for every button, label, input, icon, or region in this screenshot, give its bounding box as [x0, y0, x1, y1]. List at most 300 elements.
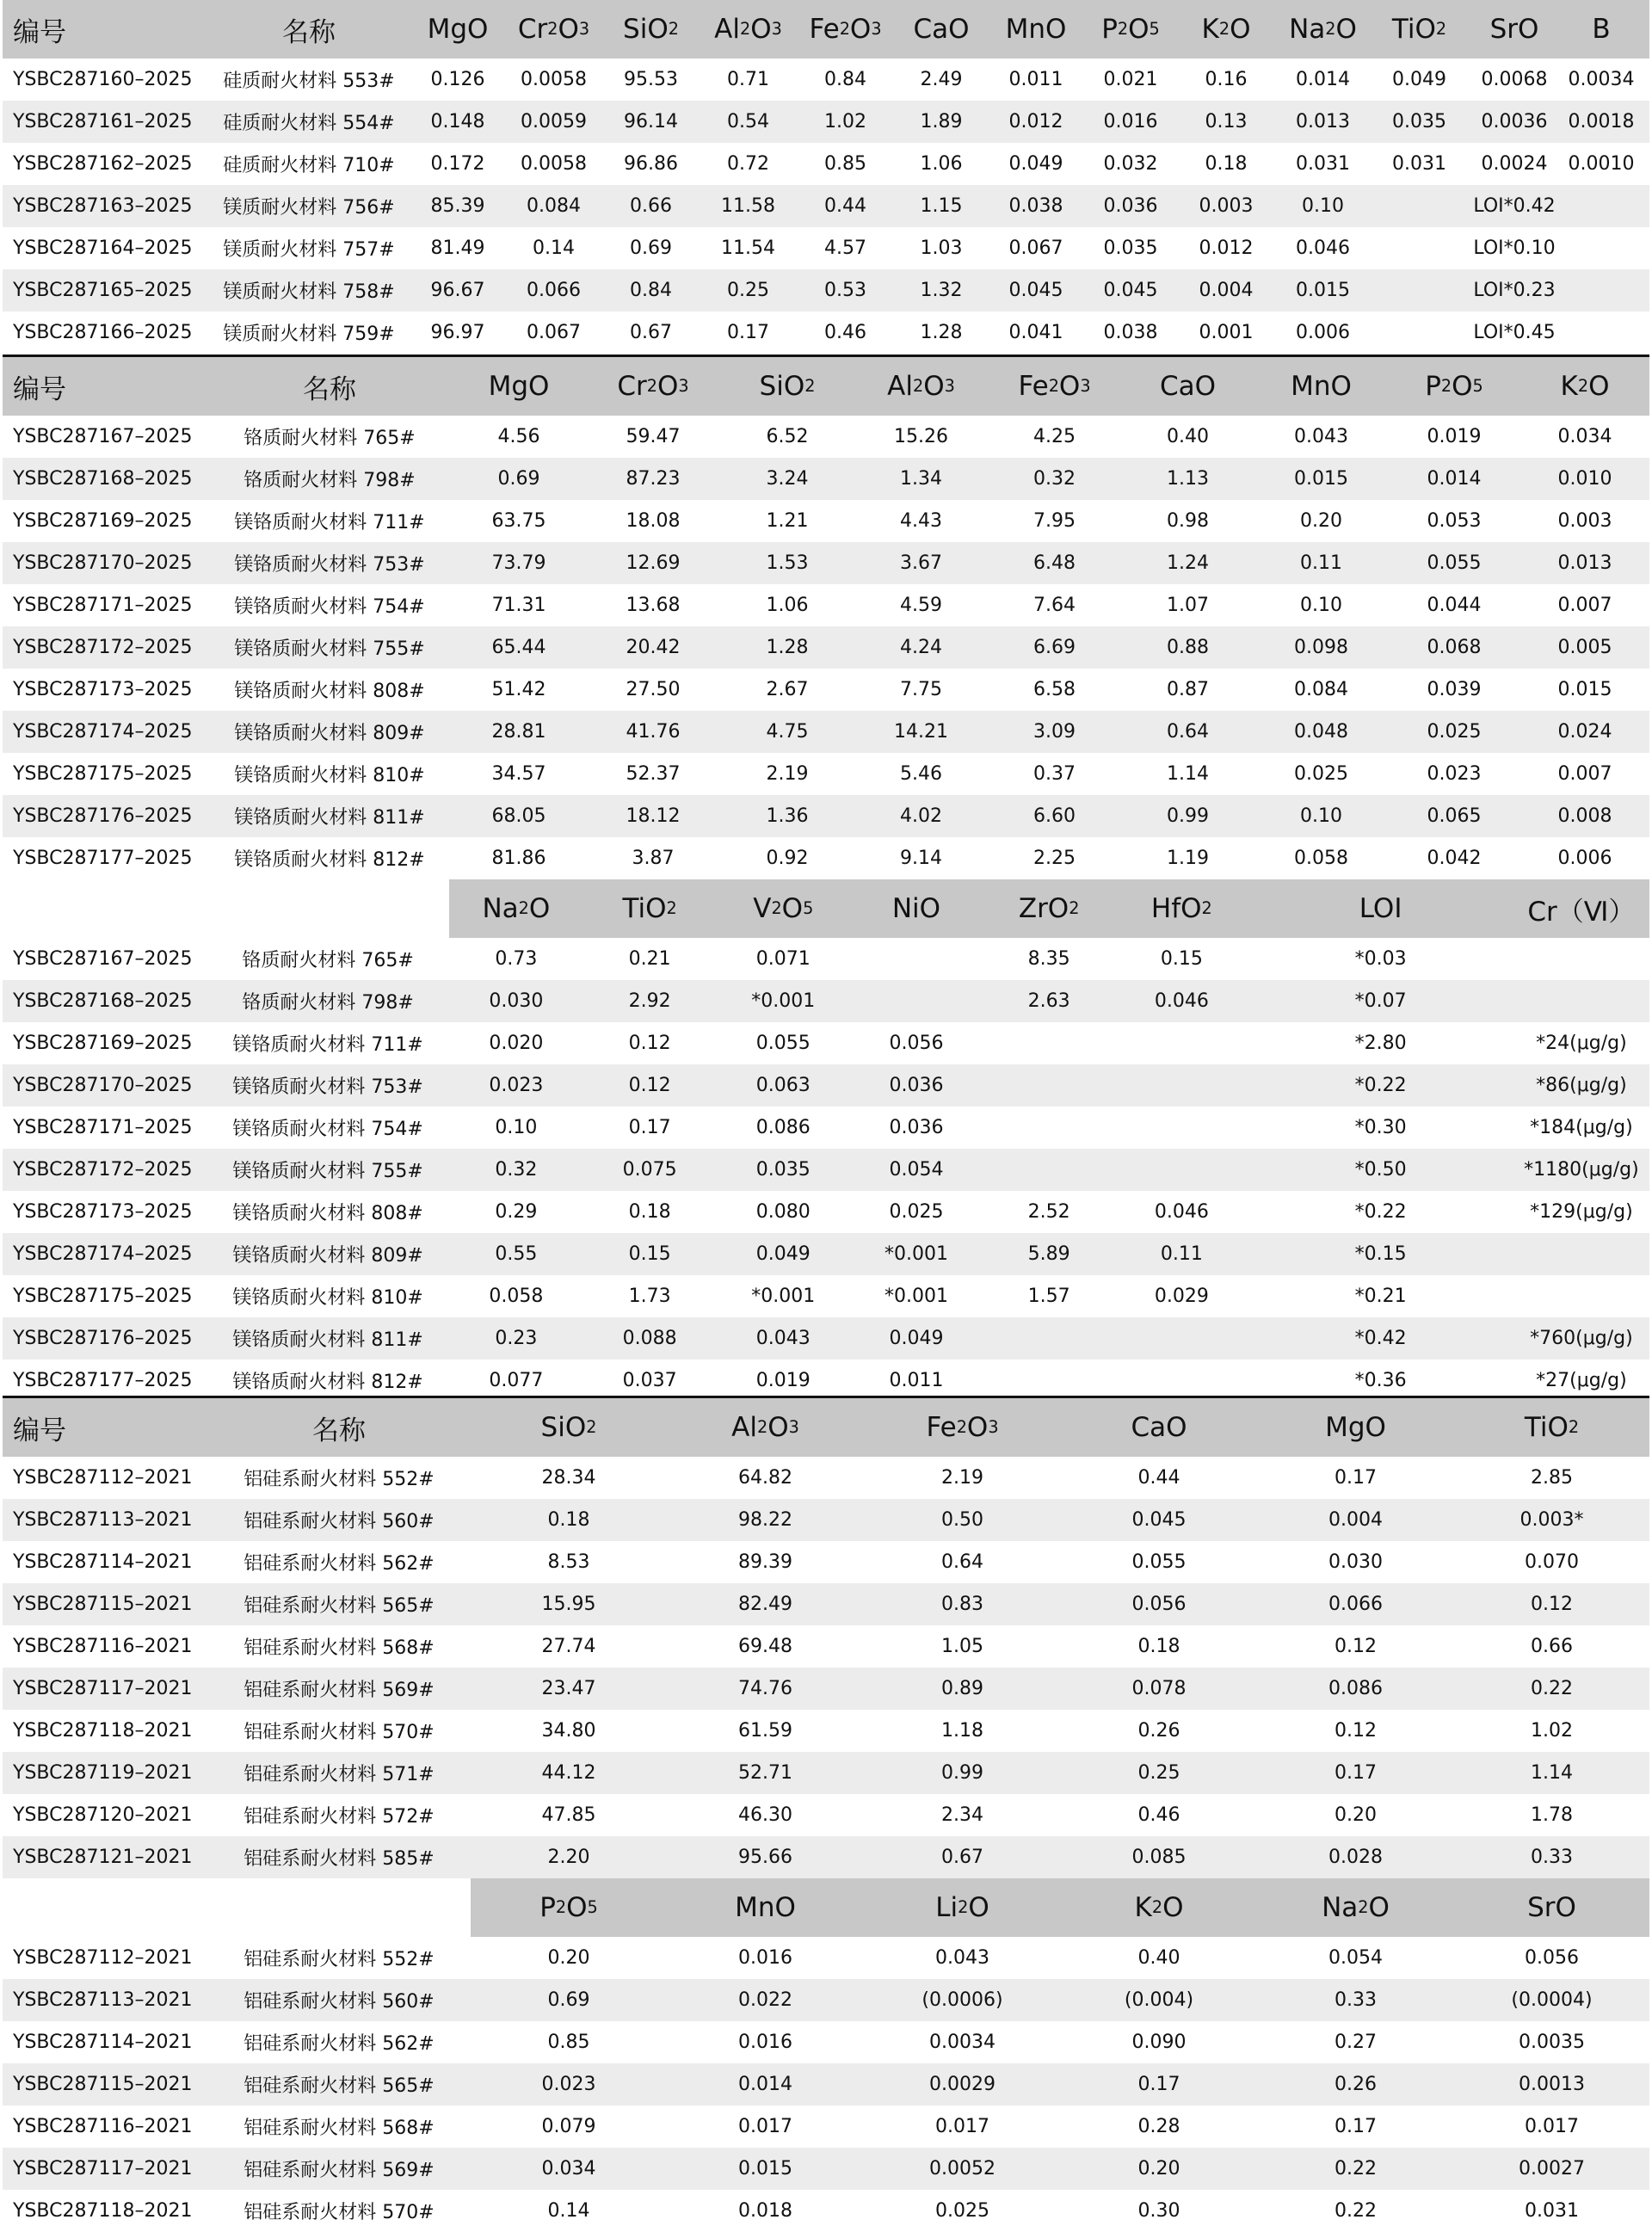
value-cell: 0.086: [1328, 1678, 1383, 1699]
value-cell: 0.036: [889, 1117, 944, 1138]
value-cell: 0.67: [630, 322, 672, 343]
value-cell: 0.0010: [1568, 153, 1635, 175]
value-cell: 4.56: [497, 426, 540, 447]
material-name-cell: 硅质耐火材料 553#: [223, 71, 395, 92]
value-cell: 0.017: [1525, 2116, 1579, 2137]
value-cell: *2.80: [1354, 1033, 1407, 1054]
value-cell: 0.067: [527, 322, 581, 343]
column-header-fe2o3: Fe 2 O 3: [1018, 371, 1091, 402]
value-cell: *0.001: [884, 1243, 948, 1265]
table-row: [3, 1752, 1649, 1794]
value-cell: 1.34: [900, 468, 942, 490]
column-header-tio2: TiO 2: [1391, 14, 1447, 45]
value-cell: 1.07: [1167, 595, 1209, 616]
table-row: [3, 416, 1649, 458]
value-cell: 1.14: [1167, 763, 1209, 785]
table-row: [3, 1457, 1649, 1499]
value-cell: 0.041: [1008, 322, 1063, 343]
value-cell: 7.95: [1033, 510, 1076, 532]
table-row: [3, 2148, 1649, 2190]
value-cell: 0.10: [495, 1117, 538, 1138]
subtable-header-row: [3, 1878, 1649, 1937]
value-cell: 0.098: [1294, 637, 1348, 658]
value-cell: 51.42: [491, 679, 546, 700]
value-cell: 2.52: [1027, 1201, 1070, 1223]
sample-id-cell: YSBC287170–2025: [13, 552, 193, 574]
sample-id-cell: YSBC287175–2025: [13, 1286, 193, 1307]
table-row: [3, 1541, 1649, 1583]
value-cell: 0.058: [1294, 848, 1348, 869]
value-cell: 0.049: [889, 1328, 944, 1349]
value-cell: 0.66: [1531, 1636, 1573, 1657]
sample-id-cell: YSBC287162–2025: [13, 153, 193, 175]
value-cell: 27.50: [626, 679, 681, 700]
value-cell: [1513, 1233, 1649, 1275]
value-cell: 0.83: [941, 1594, 983, 1615]
material-name-cell: 铝硅系耐火材料 570#: [243, 1722, 435, 1743]
value-cell: *184(μg/g): [1530, 1117, 1633, 1138]
value-cell: 0.17: [1335, 2116, 1377, 2137]
value-cell: 0.014: [1296, 69, 1350, 90]
value-cell: 0.004: [1328, 1509, 1383, 1531]
sample-id-cell: YSBC287174–2025: [13, 721, 193, 743]
value-cell: LOI*0.42: [1473, 195, 1556, 217]
sample-id-cell: YSBC287164–2025: [13, 237, 193, 259]
column-header-sro: SrO: [1454, 1878, 1649, 1937]
sample-id-cell: YSBC287168–2025: [13, 990, 193, 1012]
value-cell: 0.015: [1296, 280, 1350, 301]
value-cell: 0.44: [824, 195, 866, 217]
value-cell: (0.0004): [1511, 1989, 1593, 2011]
column-header-fe2o3: Fe 2 O 3: [809, 14, 882, 45]
table-row: [3, 1317, 1649, 1360]
sample-id-cell: YSBC287168–2025: [13, 468, 193, 490]
value-cell: 23.47: [541, 1678, 596, 1699]
value-cell: 0.0059: [521, 111, 587, 133]
value-cell: 44.12: [541, 1762, 596, 1784]
value-cell: 0.20: [1137, 2158, 1180, 2180]
column-header-li2o: Li 2 O: [864, 1878, 1061, 1937]
value-cell: 0.011: [1008, 69, 1063, 90]
value-cell: 0.20: [1335, 1804, 1377, 1826]
value-cell: 0.067: [1008, 237, 1063, 259]
value-cell: 0.003*: [1519, 1509, 1584, 1531]
value-cell: LOI*0.10: [1473, 237, 1556, 259]
material-name-cell: 镁铬质耐火材料 808#: [232, 1203, 423, 1224]
value-cell: 0.065: [1427, 805, 1482, 827]
value-cell: 0.078: [1131, 1678, 1187, 1699]
value-cell: 95.53: [624, 69, 678, 90]
value-cell: 3.09: [1033, 721, 1076, 743]
column-header-sio2: SiO 2: [540, 1412, 597, 1443]
value-cell: 0.172: [430, 153, 485, 175]
sample-id-cell: YSBC287116–2021: [13, 2116, 193, 2137]
value-cell: 3.67: [900, 552, 942, 574]
value-cell: 0.019: [755, 1370, 811, 1391]
value-cell: 0.32: [1033, 468, 1076, 490]
value-cell: [1115, 1064, 1248, 1107]
value-cell: 0.029: [1154, 1286, 1209, 1307]
table-header-row: [3, 1398, 1649, 1457]
material-name-cell: 硅质耐火材料 554#: [223, 113, 395, 134]
value-cell: 3.87: [632, 848, 675, 869]
material-name-cell: 镁铬质耐火材料 811#: [234, 807, 425, 829]
sample-id-cell: YSBC287165–2025: [13, 280, 193, 301]
value-cell: [1372, 311, 1467, 354]
value-cell: 6.52: [766, 426, 809, 447]
value-cell: 47.85: [541, 1804, 596, 1826]
column-header-na2o: Na 2 O: [1289, 14, 1357, 45]
column-header-name: 名称: [303, 373, 356, 405]
value-cell: 0.012: [1008, 111, 1063, 133]
value-cell: 0.23: [495, 1328, 538, 1349]
value-cell: 0.99: [1167, 805, 1209, 827]
sample-id-cell: YSBC287112–2021: [13, 1467, 193, 1489]
value-cell: 0.001: [1199, 322, 1254, 343]
value-cell: 1.21: [766, 510, 809, 532]
column-header-v2o5: V 2 O 5: [717, 879, 850, 938]
value-cell: 0.73: [495, 948, 538, 970]
value-cell: [1115, 1149, 1248, 1191]
value-cell: 0.015: [1557, 679, 1612, 700]
value-cell: 0.084: [1294, 679, 1348, 700]
material-name-cell: 铬质耐火材料 798#: [242, 992, 414, 1014]
table-row: [3, 542, 1649, 584]
value-cell: 0.055: [755, 1033, 811, 1054]
value-cell: 0.080: [755, 1201, 811, 1223]
value-cell: 7.64: [1033, 595, 1076, 616]
value-cell: 52.37: [626, 763, 681, 785]
sample-id-cell: YSBC287117–2021: [13, 1678, 193, 1699]
table-row: [3, 1107, 1649, 1149]
sample-id-cell: YSBC287172–2025: [13, 1159, 193, 1181]
value-cell: *27(μg/g): [1536, 1370, 1627, 1391]
value-cell: 0.0034: [1568, 69, 1635, 90]
value-cell: 6.58: [1033, 679, 1076, 700]
value-cell: 64.82: [738, 1467, 792, 1489]
column-header-mno: MnO: [1291, 371, 1352, 402]
blank-header: [3, 879, 206, 938]
value-cell: 41.76: [626, 721, 681, 743]
value-cell: 0.049: [1392, 69, 1446, 90]
value-cell: 0.22: [1335, 2200, 1377, 2222]
value-cell: 87.23: [626, 468, 681, 490]
column-header-b: B: [1592, 14, 1611, 45]
value-cell: 0.046: [1296, 237, 1350, 259]
value-cell: [1513, 938, 1649, 980]
column-header-mno: MnO: [667, 1878, 864, 1937]
value-cell: 0.049: [755, 1243, 811, 1265]
value-cell: 0.025: [889, 1201, 944, 1223]
value-cell: 0.043: [1294, 426, 1348, 447]
value-cell: 0.045: [1008, 280, 1063, 301]
value-cell: 0.021: [1103, 69, 1158, 90]
sample-id-cell: YSBC287115–2021: [13, 1594, 193, 1615]
value-cell: [983, 1022, 1115, 1064]
value-cell: 0.0068: [1481, 69, 1548, 90]
value-cell: 0.12: [1531, 1594, 1573, 1615]
column-header-k2o: K 2 O: [1061, 1878, 1257, 1937]
value-cell: 0.25: [1137, 1762, 1180, 1784]
table-section-3: [3, 1396, 1649, 2232]
value-cell: 0.015: [738, 2158, 792, 2180]
value-cell: 0.10: [1300, 805, 1342, 827]
value-cell: LOI*0.23: [1473, 280, 1556, 301]
column-header-p2o5: P 2 O 5: [1101, 14, 1160, 45]
column-header-k2o: K 2 O: [1201, 14, 1251, 45]
value-cell: 0.89: [941, 1678, 983, 1699]
value-cell: 0.018: [738, 2200, 792, 2222]
table-header-row: [3, 357, 1649, 416]
value-cell: 0.22: [1335, 2158, 1377, 2180]
value-cell: 0.066: [527, 280, 581, 301]
value-cell: 4.25: [1033, 426, 1076, 447]
column-header-al2o3: Al 2 O 3: [887, 371, 955, 402]
value-cell: LOI*0.45: [1473, 322, 1556, 343]
value-cell: 0.0018: [1568, 111, 1635, 133]
value-cell: 0.086: [755, 1117, 811, 1138]
column-header-cao: CaO: [913, 14, 970, 45]
material-name-cell: 铝硅系耐火材料 585#: [243, 1848, 435, 1870]
value-cell: 1.73: [628, 1286, 671, 1307]
value-cell: 0.0036: [1481, 111, 1548, 133]
column-header-loi: LOI: [1248, 879, 1513, 938]
value-cell: 0.046: [1154, 990, 1209, 1012]
value-cell: 0.028: [1328, 1847, 1383, 1868]
value-cell: 0.079: [541, 2116, 596, 2137]
value-cell: *760(μg/g): [1530, 1328, 1633, 1349]
value-cell: *129(μg/g): [1530, 1201, 1633, 1223]
value-cell: 0.035: [755, 1159, 811, 1181]
value-cell: 0.071: [755, 948, 811, 970]
column-header-cr2o3: Cr 2 O 3: [517, 14, 590, 45]
value-cell: 0.18: [628, 1201, 671, 1223]
material-name-cell: 镁铬质耐火材料 810#: [234, 765, 425, 786]
value-cell: 0.025: [1294, 763, 1348, 785]
value-cell: 0.019: [1427, 426, 1482, 447]
value-cell: 0.049: [1008, 153, 1063, 175]
value-cell: 2.92: [628, 990, 671, 1012]
value-cell: 0.011: [889, 1370, 944, 1391]
column-header-mgo: MgO: [427, 14, 489, 45]
value-cell: [1562, 185, 1641, 227]
value-cell: 65.44: [491, 637, 546, 658]
column-header-mgo: MgO: [488, 371, 550, 402]
value-cell: 0.69: [497, 468, 540, 490]
material-name-cell: 镁铬质耐火材料 755#: [234, 638, 425, 660]
value-cell: 18.08: [626, 510, 681, 532]
value-cell: 0.038: [1103, 322, 1158, 343]
value-cell: 0.12: [1335, 1636, 1377, 1657]
value-cell: 0.0029: [929, 2074, 996, 2095]
column-header-tio2: TiO 2: [583, 879, 716, 938]
material-name-cell: 镁质耐火材料 757#: [223, 239, 395, 261]
column-header-id: 编号: [13, 373, 66, 405]
blank-header: [206, 879, 450, 938]
value-cell: 0.043: [935, 1947, 989, 1969]
column-header-sro: SrO: [1489, 14, 1539, 45]
value-cell: 0.016: [738, 2032, 792, 2053]
value-cell: 0.126: [430, 69, 485, 90]
value-cell: 0.008: [1557, 805, 1612, 827]
sample-id-cell: YSBC287116–2021: [13, 1636, 193, 1657]
table-row: [3, 837, 1649, 879]
table-row: [3, 1022, 1649, 1064]
value-cell: 0.007: [1557, 763, 1612, 785]
value-cell: 0.66: [630, 195, 672, 217]
value-cell: 0.031: [1392, 153, 1446, 175]
material-name-cell: 铬质耐火材料 765#: [242, 950, 414, 971]
table-row: [3, 1668, 1649, 1710]
value-cell: 1.18: [941, 1720, 983, 1742]
value-cell: *0.50: [1354, 1159, 1407, 1181]
material-name-cell: 镁铬质耐火材料 812#: [232, 1372, 423, 1393]
value-cell: 2.49: [920, 69, 963, 90]
material-name-cell: 镁铬质耐火材料 711#: [234, 512, 425, 533]
value-cell: 0.148: [430, 111, 485, 133]
table-row: [3, 269, 1649, 311]
value-cell: 0.10: [1300, 595, 1342, 616]
value-cell: 7.75: [900, 679, 942, 700]
value-cell: [983, 1064, 1115, 1107]
material-name-cell: 镁铬质耐火材料 809#: [234, 723, 425, 744]
material-name-cell: 镁铬质耐火材料 808#: [234, 681, 425, 702]
material-name-cell: 铝硅系耐火材料 568#: [243, 1637, 435, 1659]
value-cell: 0.72: [727, 153, 769, 175]
table-row: [3, 59, 1649, 101]
value-cell: 1.02: [1531, 1720, 1573, 1742]
value-cell: 95.66: [738, 1847, 792, 1868]
sample-id-cell: YSBC287167–2025: [13, 948, 193, 970]
value-cell: 0.84: [630, 280, 672, 301]
subtable-header-row: [3, 879, 1649, 938]
value-cell: 2.19: [766, 763, 809, 785]
value-cell: 0.46: [824, 322, 866, 343]
sample-id-cell: YSBC287112–2021: [13, 1947, 193, 1969]
value-cell: 0.99: [941, 1762, 983, 1784]
sample-id-cell: YSBC287163–2025: [13, 195, 193, 217]
value-cell: 11.58: [721, 195, 775, 217]
table-row: [3, 185, 1649, 227]
value-cell: 0.0013: [1519, 2074, 1585, 2095]
table-row: [3, 227, 1649, 269]
column-header-mno: MnO: [1005, 14, 1067, 45]
column-header-k2o: K 2 O: [1560, 371, 1610, 402]
value-cell: 0.030: [1328, 1551, 1383, 1573]
value-cell: 0.37: [1033, 763, 1076, 785]
value-cell: 0.031: [1525, 2200, 1579, 2222]
value-cell: 0.042: [1427, 848, 1482, 869]
table-row: [3, 584, 1649, 626]
value-cell: 0.035: [1392, 111, 1446, 133]
material-name-cell: 镁质耐火材料 759#: [223, 324, 395, 345]
material-name-cell: 铝硅系耐火材料 560#: [243, 1991, 435, 2013]
value-cell: 4.24: [900, 637, 942, 658]
value-cell: 1.57: [1027, 1286, 1070, 1307]
value-cell: 8.35: [1027, 948, 1070, 970]
value-cell: 0.17: [1335, 1467, 1377, 1489]
value-cell: 0.98: [1167, 510, 1209, 532]
value-cell: 0.55: [495, 1243, 538, 1265]
sample-id-cell: YSBC287118–2021: [13, 2200, 193, 2222]
value-cell: 0.84: [824, 69, 866, 90]
value-cell: *0.36: [1354, 1370, 1407, 1391]
value-cell: [1115, 1022, 1248, 1064]
value-cell: 0.030: [489, 990, 544, 1012]
material-name-cell: 铝硅系耐火材料 568#: [243, 2118, 435, 2139]
value-cell: [1513, 980, 1649, 1022]
sample-id-cell: YSBC287114–2021: [13, 2032, 193, 2053]
material-name-cell: 铝硅系耐火材料 569#: [243, 1680, 435, 1701]
table-row: [3, 753, 1649, 795]
value-cell: 85.39: [430, 195, 485, 217]
value-cell: 2.67: [766, 679, 809, 700]
value-cell: 0.017: [738, 2116, 792, 2137]
sample-id-cell: YSBC287171–2025: [13, 595, 193, 616]
value-cell: 0.85: [824, 153, 866, 175]
table-row: [3, 500, 1649, 542]
value-cell: 0.010: [1557, 468, 1612, 490]
value-cell: *0.001: [884, 1286, 948, 1307]
table-row: [3, 1499, 1649, 1541]
value-cell: [1372, 227, 1467, 269]
value-cell: 0.043: [755, 1328, 811, 1349]
blank-header: [3, 1878, 207, 1937]
value-cell: [1562, 269, 1641, 311]
value-cell: 0.014: [738, 2074, 792, 2095]
value-cell: 0.088: [622, 1328, 677, 1349]
value-cell: 0.085: [1131, 1847, 1187, 1868]
table-section-2: [3, 355, 1649, 1402]
value-cell: 0.044: [1427, 595, 1482, 616]
value-cell: 1.36: [766, 805, 809, 827]
table-header-row: [3, 0, 1649, 59]
value-cell: 0.14: [533, 237, 575, 259]
value-cell: 0.26: [1137, 1720, 1180, 1742]
material-name-cell: 镁铬质耐火材料 753#: [232, 1076, 423, 1098]
value-cell: 0.032: [1103, 153, 1158, 175]
value-cell: (0.0006): [922, 1989, 1003, 2011]
value-cell: 0.034: [1557, 426, 1612, 447]
value-cell: 0.0027: [1519, 2158, 1585, 2180]
material-name-cell: 铝硅系耐火材料 560#: [243, 1511, 435, 1532]
value-cell: 0.32: [495, 1159, 538, 1181]
value-cell: 63.75: [491, 510, 546, 532]
value-cell: 0.036: [889, 1075, 944, 1096]
value-cell: 0.17: [1335, 1762, 1377, 1784]
value-cell: 61.59: [738, 1720, 792, 1742]
column-header-name: 名称: [282, 16, 336, 48]
value-cell: 0.64: [1167, 721, 1209, 743]
table-section-1: [3, 0, 1649, 354]
value-cell: 0.017: [935, 2116, 989, 2137]
column-header-al2o3: Al 2 O 3: [714, 14, 782, 45]
value-cell: 0.17: [727, 322, 769, 343]
sample-id-cell: YSBC287120–2021: [13, 1804, 193, 1826]
column-header-zro2: ZrO 2: [983, 879, 1115, 938]
sample-id-cell: YSBC287174–2025: [13, 1243, 193, 1265]
value-cell: 0.075: [622, 1159, 677, 1181]
value-cell: *0.001: [751, 990, 816, 1012]
value-cell: *0.21: [1354, 1286, 1407, 1307]
material-name-cell: 铝硅系耐火材料 571#: [243, 1764, 435, 1785]
value-cell: 81.49: [430, 237, 485, 259]
column-header-p2o5: P 2 O 5: [471, 1878, 667, 1937]
table-row: [3, 1937, 1649, 1979]
value-cell: 0.22: [1531, 1678, 1573, 1699]
value-cell: 0.44: [1137, 1467, 1180, 1489]
value-cell: [983, 1107, 1115, 1149]
